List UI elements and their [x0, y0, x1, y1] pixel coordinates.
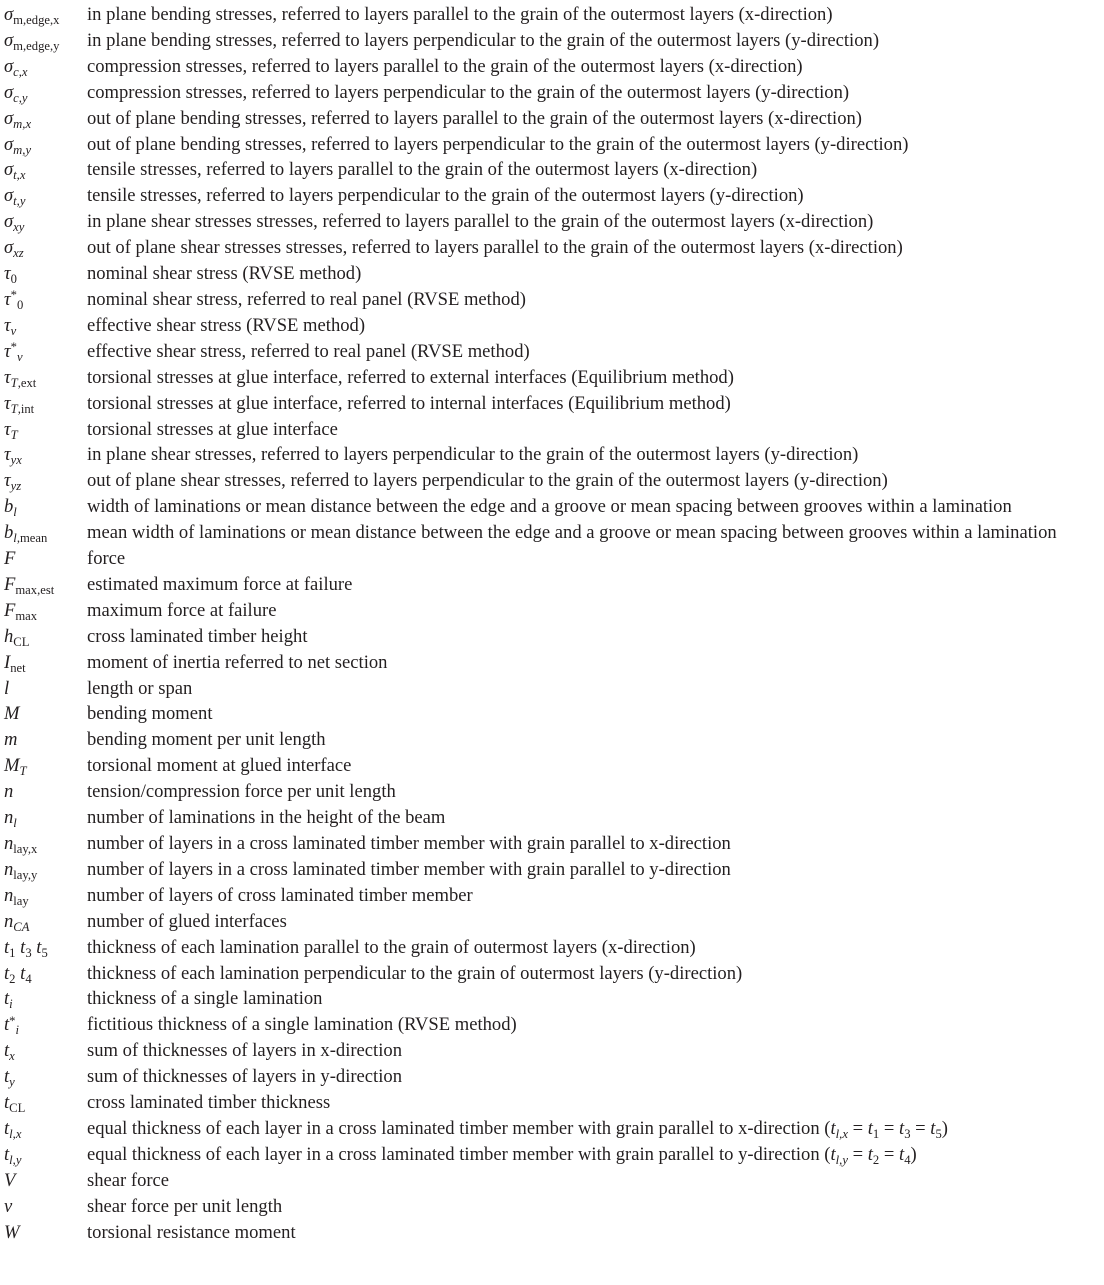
symbol: $b_l$	[4, 496, 17, 520]
nomenclature-row	[0, 883, 1104, 909]
symbol: $\tau_{yz}$	[4, 470, 22, 494]
nomenclature-row	[0, 598, 1104, 624]
definition: compression stresses, referred to layers parallel to the grain of the outermost layers (x-direction)	[87, 55, 803, 77]
nomenclature-row	[0, 365, 1104, 391]
nomenclature-row	[0, 2, 1104, 28]
definition: nominal shear stress (RVSE method)	[87, 263, 362, 285]
definition: nominal shear stress, referred to real panel (RVSE method)	[87, 288, 526, 310]
definition: torsional stresses at glue interface, referred to internal interfaces (Equilibrium method)	[87, 392, 731, 414]
definition: width of laminations or mean distance between the edge and a groove or mean spacing between grooves within a lamination	[87, 496, 1012, 518]
nomenclature-row	[0, 28, 1104, 54]
symbol: $\sigma_{t,y}$	[4, 185, 26, 209]
definition: effective shear stress (RVSE method)	[87, 314, 366, 336]
nomenclature-row	[0, 727, 1104, 753]
definition: bending moment	[87, 703, 213, 725]
nomenclature-row	[0, 1168, 1104, 1194]
definition: equal thickness of each layer in a cross laminated timber member with grain parallel to y-direction $(t_{l,y} = t_2 = t_4)$	[87, 1143, 917, 1167]
nomenclature-row	[0, 235, 1104, 261]
definition: shear force	[87, 1169, 170, 1191]
nomenclature-row	[0, 1012, 1104, 1038]
nomenclature-row	[0, 1220, 1104, 1246]
nomenclature-row	[0, 1064, 1104, 1090]
symbol: M	[4, 703, 20, 725]
definition: equal thickness of each layer in a cross laminated timber member with grain parallel to x-direction $(t_{l,x} = t_1 = t_3 = t_5)$	[87, 1117, 948, 1142]
definition: moment of inertia referred to net section	[87, 651, 388, 673]
definition: torsional moment at glued interface	[87, 755, 352, 777]
symbol: $\tau_{T,ext}$	[4, 366, 37, 390]
symbol: $t_{CL}$	[4, 1092, 26, 1116]
definition: in plane bending stresses, referred to layers parallel to the grain of the outermost layers (x-direction)	[87, 4, 833, 25]
definition: torsional stresses at glue interface, referred to external interfaces (Equilibrium method)	[87, 366, 734, 388]
symbol: $\tau_{T,int}$	[4, 392, 35, 416]
nomenclature-row	[0, 986, 1104, 1012]
nomenclature-row	[0, 805, 1104, 831]
symbol: $\sigma_{c,y}$	[4, 81, 28, 105]
definition: out of plane bending stresses, referred to layers perpendicular to the grain of the outermost layers (y-direction)	[87, 133, 909, 155]
definition: estimated maximum force at failure	[87, 573, 353, 595]
nomenclature-row	[0, 624, 1104, 650]
nomenclature-row	[0, 157, 1104, 183]
symbol: $\tau_{yx}$	[4, 444, 22, 468]
symbol: $n_{lay,y}$	[4, 858, 38, 882]
nomenclature-row	[0, 546, 1104, 572]
definition: out of plane shear stresses, referred to layers perpendicular to the grain of the outermost layers (y-direction)	[87, 470, 888, 492]
definition: number of layers of cross laminated timber member	[87, 884, 473, 906]
nomenclature-row	[0, 339, 1104, 365]
symbol: l	[4, 677, 10, 699]
nomenclature-row	[0, 676, 1104, 702]
definition: cross laminated timber thickness	[87, 1092, 331, 1114]
definition: out of plane bending stresses, referred to layers parallel to the grain of the outermost layers (x-direction)	[87, 107, 862, 129]
nomenclature-row	[0, 287, 1104, 313]
nomenclature-row	[0, 106, 1104, 132]
definition: sum of thicknesses of layers in y-direction	[87, 1066, 402, 1088]
definition: tensile stresses, referred to layers parallel to the grain of the outermost layers (x-direction)	[87, 159, 758, 181]
definition: effective shear stress, referred to real panel (RVSE method)	[87, 340, 530, 362]
definition: out of plane shear stresses stresses, referred to layers parallel to the grain of the outermost layers (x-direction)	[87, 237, 903, 259]
definition: number of glued interfaces	[87, 910, 287, 932]
nomenclature-row	[0, 1090, 1104, 1116]
symbol: $\sigma_{t,x}$	[4, 159, 26, 183]
symbol: $t_i$	[4, 988, 13, 1012]
symbol: $t_y$	[4, 1066, 15, 1090]
nomenclature-row	[0, 494, 1104, 520]
nomenclature-row	[0, 572, 1104, 598]
symbol: $n_l$	[4, 807, 17, 831]
definition: in plane shear stresses stresses, referred to layers parallel to the grain of the outermost layers (x-direction)	[87, 211, 874, 233]
nomenclature-row	[0, 54, 1104, 80]
nomenclature-row	[0, 701, 1104, 727]
definition: length or span	[87, 677, 193, 699]
symbol: $\sigma_{xy}$	[4, 211, 25, 235]
symbol: $\tau_T$	[4, 418, 18, 442]
definition: torsional resistance moment	[87, 1221, 296, 1243]
symbol: $F_{max}$	[4, 599, 38, 623]
nomenclature-row	[0, 831, 1104, 857]
nomenclature-row	[0, 909, 1104, 935]
nomenclature-row	[0, 1038, 1104, 1064]
symbol: $n_{CA}$	[4, 910, 30, 934]
definition: sum of thicknesses of layers in x-direction	[87, 1040, 402, 1062]
definition: shear force per unit length	[87, 1195, 283, 1217]
definition: number of laminations in the height of the beam	[87, 807, 446, 829]
nomenclature-row	[0, 650, 1104, 676]
definition: tension/compression force per unit length	[87, 781, 396, 803]
symbol: $\tau_0$	[4, 263, 17, 287]
definition: torsional stresses at glue interface	[87, 418, 338, 440]
symbol: $t_1$ $t_3$ $t_5$	[4, 936, 48, 960]
definition: fictitious thickness of a single lamination (RVSE method)	[87, 1014, 517, 1036]
symbol: n	[4, 781, 14, 803]
definition: tensile stresses, referred to layers perpendicular to the grain of the outermost layers (y-direction)	[87, 185, 804, 207]
definition: number of layers in a cross laminated timber member with grain parallel to x-direction	[87, 833, 731, 854]
symbol: $\sigma_{m,x}$	[4, 107, 32, 131]
symbol: m	[4, 729, 18, 751]
definition: cross laminated timber height	[87, 625, 308, 647]
definition: thickness of a single lamination	[87, 988, 323, 1010]
nomenclature-row	[0, 520, 1104, 546]
symbol: $h_{CL}$	[4, 625, 30, 649]
definition: thickness of each lamination perpendicular to the grain of outermost layers (y-direction)	[87, 962, 743, 984]
symbol: V	[4, 1169, 16, 1191]
nomenclature-row	[0, 1142, 1104, 1168]
symbol: W	[4, 1221, 20, 1243]
nomenclature-row	[0, 209, 1104, 235]
nomenclature-row	[0, 857, 1104, 883]
symbol: $\tau^*_v$	[4, 340, 23, 364]
symbol: $t_2$ $t_4$	[4, 962, 32, 986]
symbol: $t_{l,x}$	[4, 1117, 22, 1142]
symbol: $\sigma_{m,edge,x}$	[4, 4, 60, 28]
nomenclature-row	[0, 132, 1104, 158]
nomenclature-row	[0, 935, 1104, 961]
nomenclature-row	[0, 468, 1104, 494]
symbol: $\sigma_{m,edge,y}$	[4, 29, 60, 53]
definition: bending moment per unit length	[87, 729, 326, 751]
symbol: $n_{lay,x}$	[4, 833, 38, 857]
definition: in plane bending stresses, referred to layers perpendicular to the grain of the outermost layers (y-direction)	[87, 29, 880, 51]
symbol: $b_{l,mean}$	[4, 522, 48, 546]
nomenclature-row	[0, 313, 1104, 339]
symbol: $t^*_i$	[4, 1013, 19, 1038]
nomenclature-row	[0, 183, 1104, 209]
definition: maximum force at failure	[87, 599, 277, 621]
symbol: $F_{max,est}$	[4, 573, 55, 597]
definition: in plane shear stresses, referred to layers perpendicular to the grain of the outermost layers (y-direction)	[87, 444, 859, 466]
symbol: $n_{lay}$	[4, 884, 29, 908]
symbol: $\sigma_{m,y}$	[4, 133, 32, 157]
symbol: $t_x$	[4, 1040, 15, 1064]
nomenclature-row	[0, 961, 1104, 987]
symbol: $I_{net}$	[4, 651, 26, 675]
nomenclature-row	[0, 1116, 1104, 1142]
nomenclature-row	[0, 1194, 1104, 1220]
definition: number of layers in a cross laminated timber member with grain parallel to y-direction	[87, 858, 731, 880]
definition: thickness of each lamination parallel to the grain of outermost layers (x-direction)	[87, 936, 696, 958]
nomenclature-row	[0, 261, 1104, 287]
definition: compression stresses, referred to layers perpendicular to the grain of the outermost layers (y-direction)	[87, 81, 850, 103]
symbol: $M_T$	[4, 755, 27, 779]
nomenclature-row	[0, 442, 1104, 468]
definition: mean width of laminations or mean distance between the edge and a groove or mean spacing between grooves within a lamination	[87, 522, 1057, 544]
nomenclature-row	[0, 779, 1104, 805]
nomenclature-row	[0, 417, 1104, 443]
symbol: $\sigma_{c,x}$	[4, 55, 28, 79]
symbol: v	[4, 1195, 13, 1217]
symbol: $\sigma_{xz}$	[4, 237, 24, 261]
nomenclature-row	[0, 753, 1104, 779]
symbol: $t_{l,y}$	[4, 1143, 22, 1167]
nomenclature-row	[0, 391, 1104, 417]
symbol: F	[4, 548, 16, 570]
symbol: $\tau^*_0$	[4, 288, 24, 313]
definition: force	[87, 548, 126, 570]
nomenclature-row	[0, 80, 1104, 106]
symbol: $\tau_v$	[4, 314, 17, 338]
